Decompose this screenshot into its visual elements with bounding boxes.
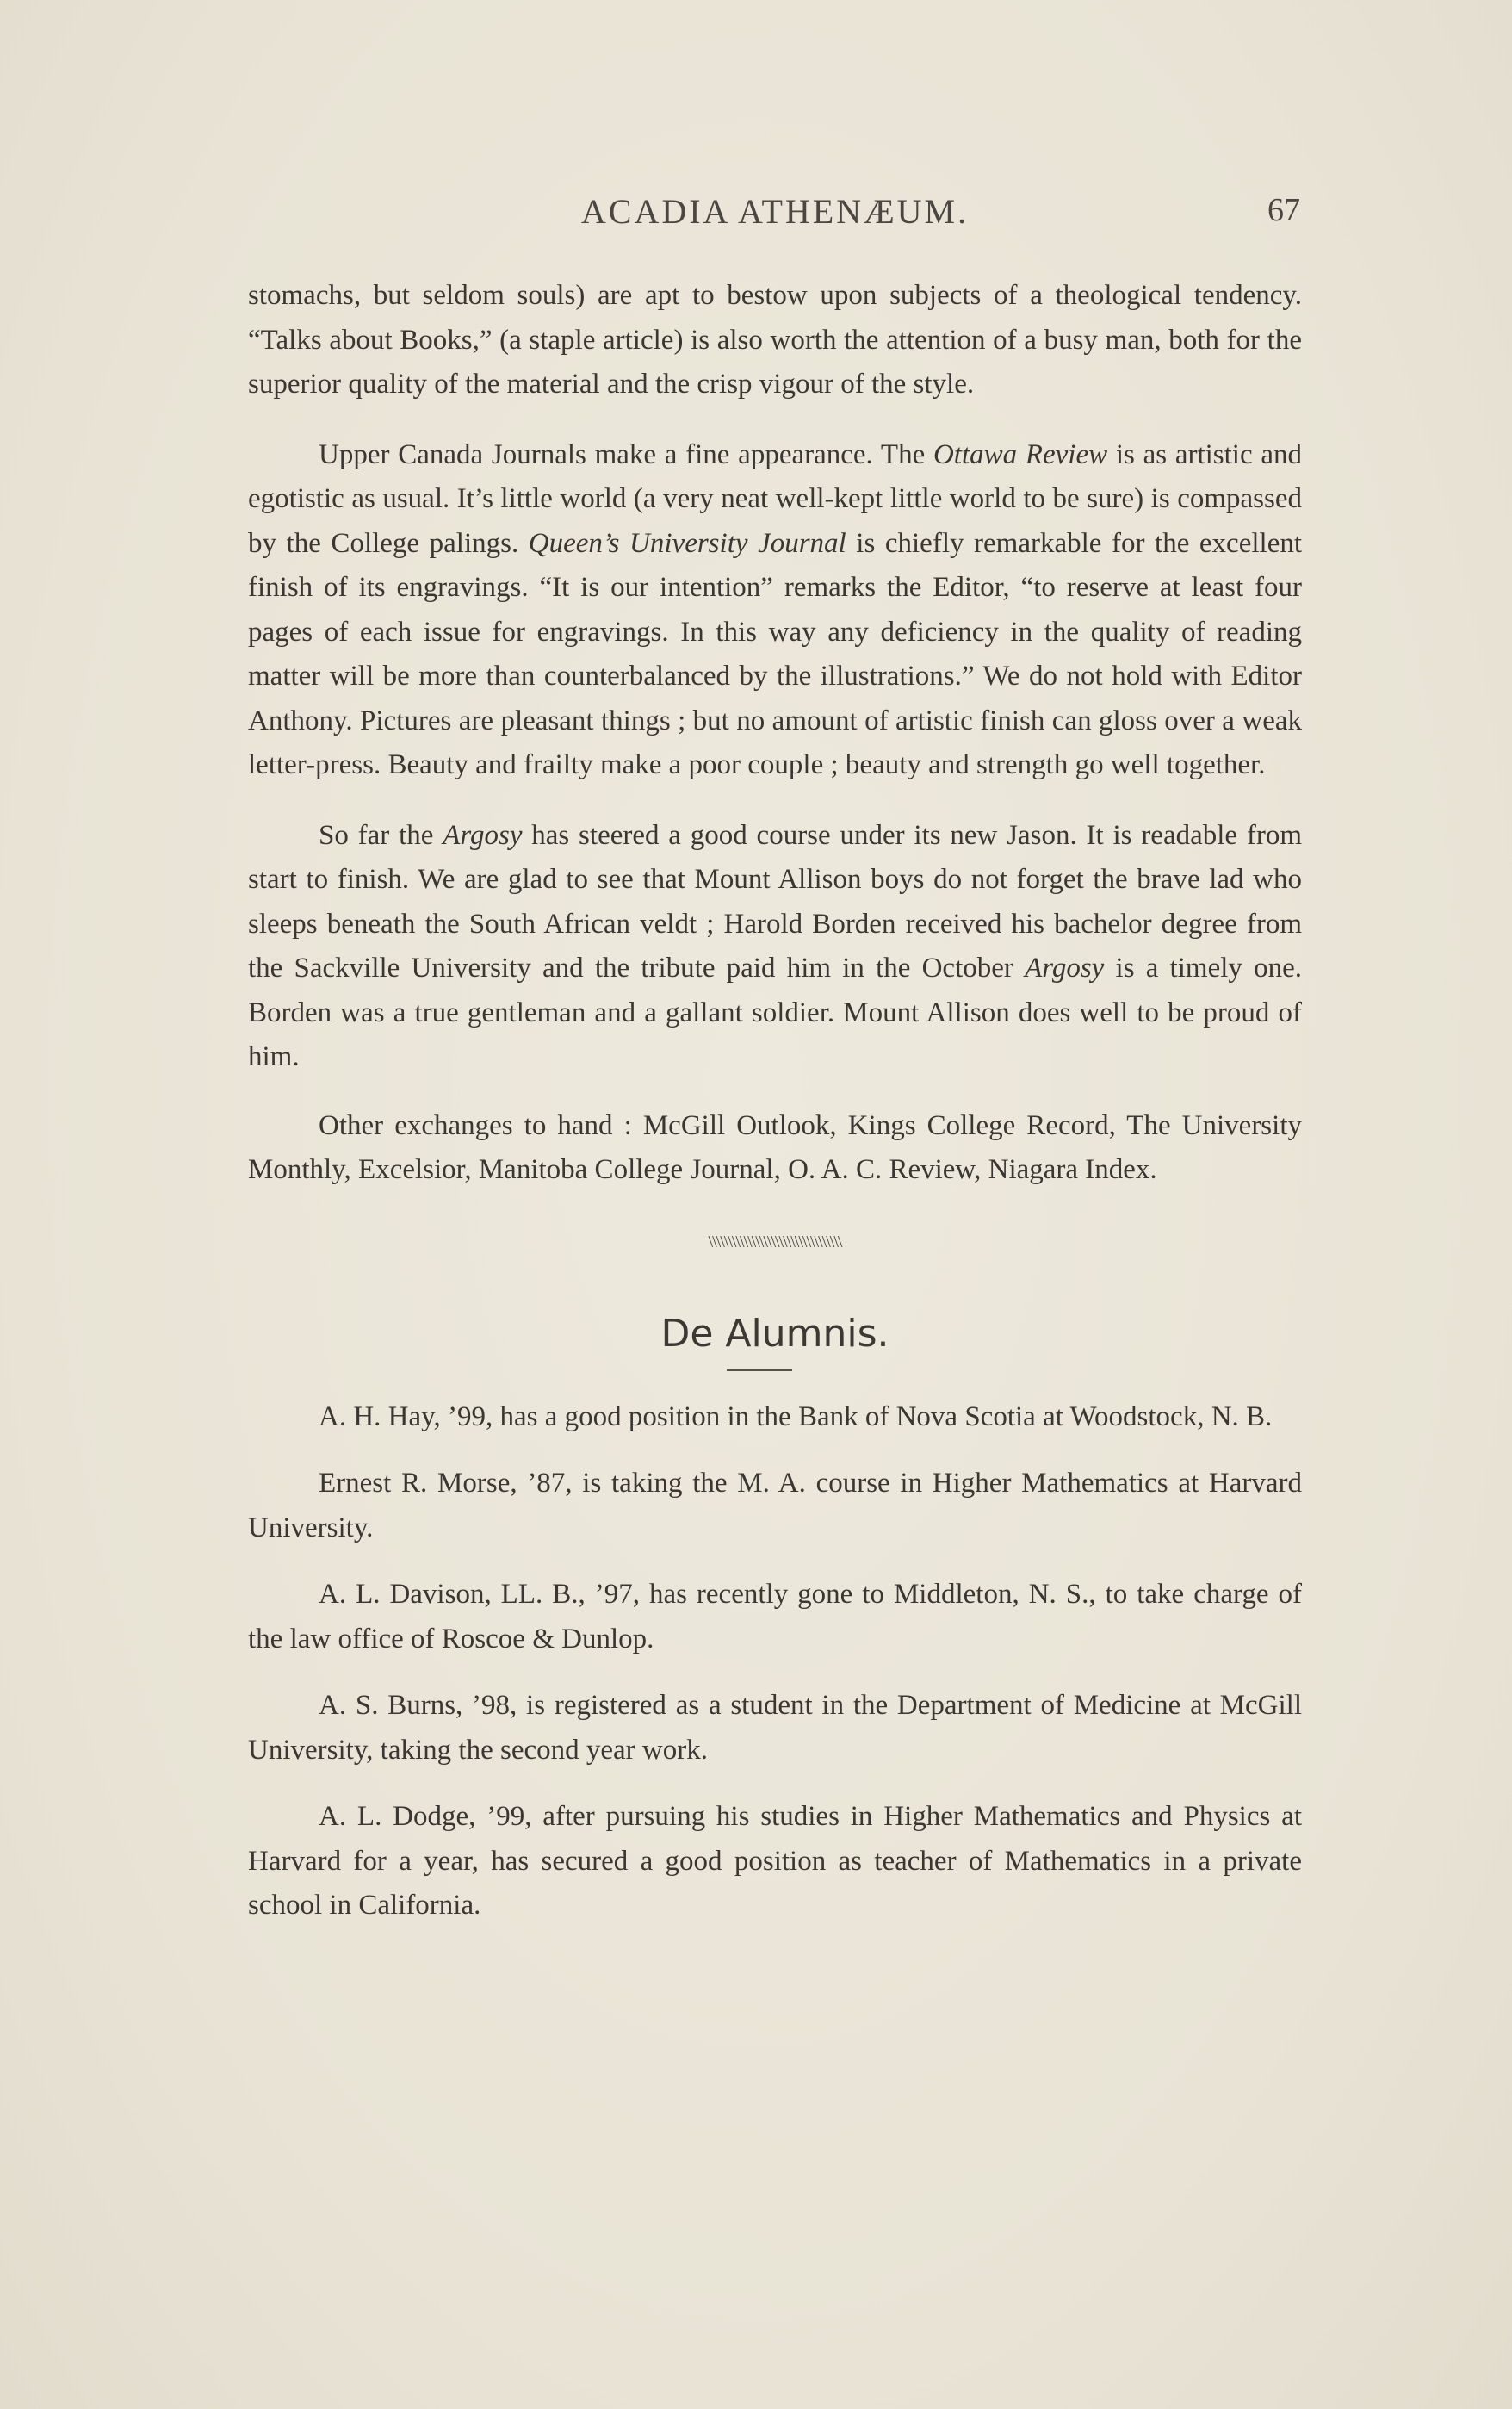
paragraph-text: is as artistic and egotistic as usual. It’s little world (a very neat well-kept little world to be sure) is compassed by the College palings. xyxy=(248,438,1302,559)
alumni-entry: A. H. Hay, ’99, has a good position in the Bank of Nova Scotia at Woodstock, N. B. xyxy=(319,1400,1273,1432)
page-header xyxy=(250,191,1300,234)
journal-title: Argosy xyxy=(443,819,523,851)
exchanges-paragraph-4: Other exchanges to hand : McGill Outlook, Kings College Record, The University Monthly, Excelsior, Manitoba College Journal, O. A. C. Review, Niagara Index. xyxy=(248,1109,1302,1185)
paragraph-text: has steered a good course under its new Jason. It is readable from start to finish. We are glad to see that Mount Allison boys do not forget the brave lad who sleeps beneath the South African veldt ; Harold Borden received his bachelor degree from the Sackville University and the tribute paid him in the October xyxy=(248,819,1303,984)
alumni-entry: A. L. Davison, LL. B., ’97, has recently gone to Middleton, N. S., to take charge of the law office of Roscoe & Dunlop. xyxy=(248,1579,1302,1655)
journal-title: Argosy xyxy=(1025,953,1105,984)
alumni-entry: A. S. Burns, ’98, is registered as a student in the Department of Medicine at McGill University, taking the second year work. xyxy=(248,1690,1302,1766)
running-title: ACADIA ATHENÆUM. xyxy=(580,192,970,231)
exchanges-paragraph-1: stomachs, but seldom souls) are apt to bestow upon subjects of a theological tendency. “Talks about Books,” (a staple article) is also worth the attention of a busy man, both for the superior quality of the material and the crisp vigour of the style. xyxy=(248,280,1302,400)
alumni-entry: Ernest R. Morse, ’87, is taking the M. A. course in Higher Mathematics at Harvard University. xyxy=(248,1468,1302,1543)
alumni-notes xyxy=(248,1395,1302,1928)
exchanges-paragraph-3 xyxy=(248,814,1302,1080)
section-title: De Alumnis. xyxy=(660,1311,889,1356)
paragraph-text: Upper Canada Journals make a fine appearance. The xyxy=(319,438,933,470)
page-number: 67 xyxy=(1267,192,1300,228)
journal-title: Queen’s University Journal xyxy=(528,527,846,559)
title-underline xyxy=(727,1369,792,1371)
section-divider-ornament: \\\\\\\\\\\\\\\\\\\\\\\\\\\\\\\\\\ xyxy=(708,1232,842,1251)
paragraph-text: is chiefly remarkable for the excellent finish of its engravings. “It is our intention” remarks the Editor, “to reserve at least four pages of each issue for engravings. In this way any deficiency in the quality of reading matter will be more than counterbalanced by the illustrations.” We do not hold with Editor Anthony. Pictures are pleasant things ; but no amount of artistic finish can gloss over a weak letter-press. Beauty and frailty make a poor couple ; beauty and strength go well together. xyxy=(248,527,1303,780)
exchanges-paragraph-2 xyxy=(248,433,1302,788)
alumni-entry: A. L. Dodge, ’99, after pursuing his studies in Higher Mathematics and Physics at Harvard for a year, has secured a good position as teacher of Mathematics in a private school in California. xyxy=(248,1801,1302,1921)
paragraph-text: So far the xyxy=(319,819,443,851)
page-body xyxy=(248,274,1302,1928)
paragraph-text: is a timely one. Borden was a true gentleman and a gallant soldier. Mount Allison does well to be proud of him. xyxy=(248,953,1302,1072)
journal-title: Ottawa Review xyxy=(933,438,1108,470)
